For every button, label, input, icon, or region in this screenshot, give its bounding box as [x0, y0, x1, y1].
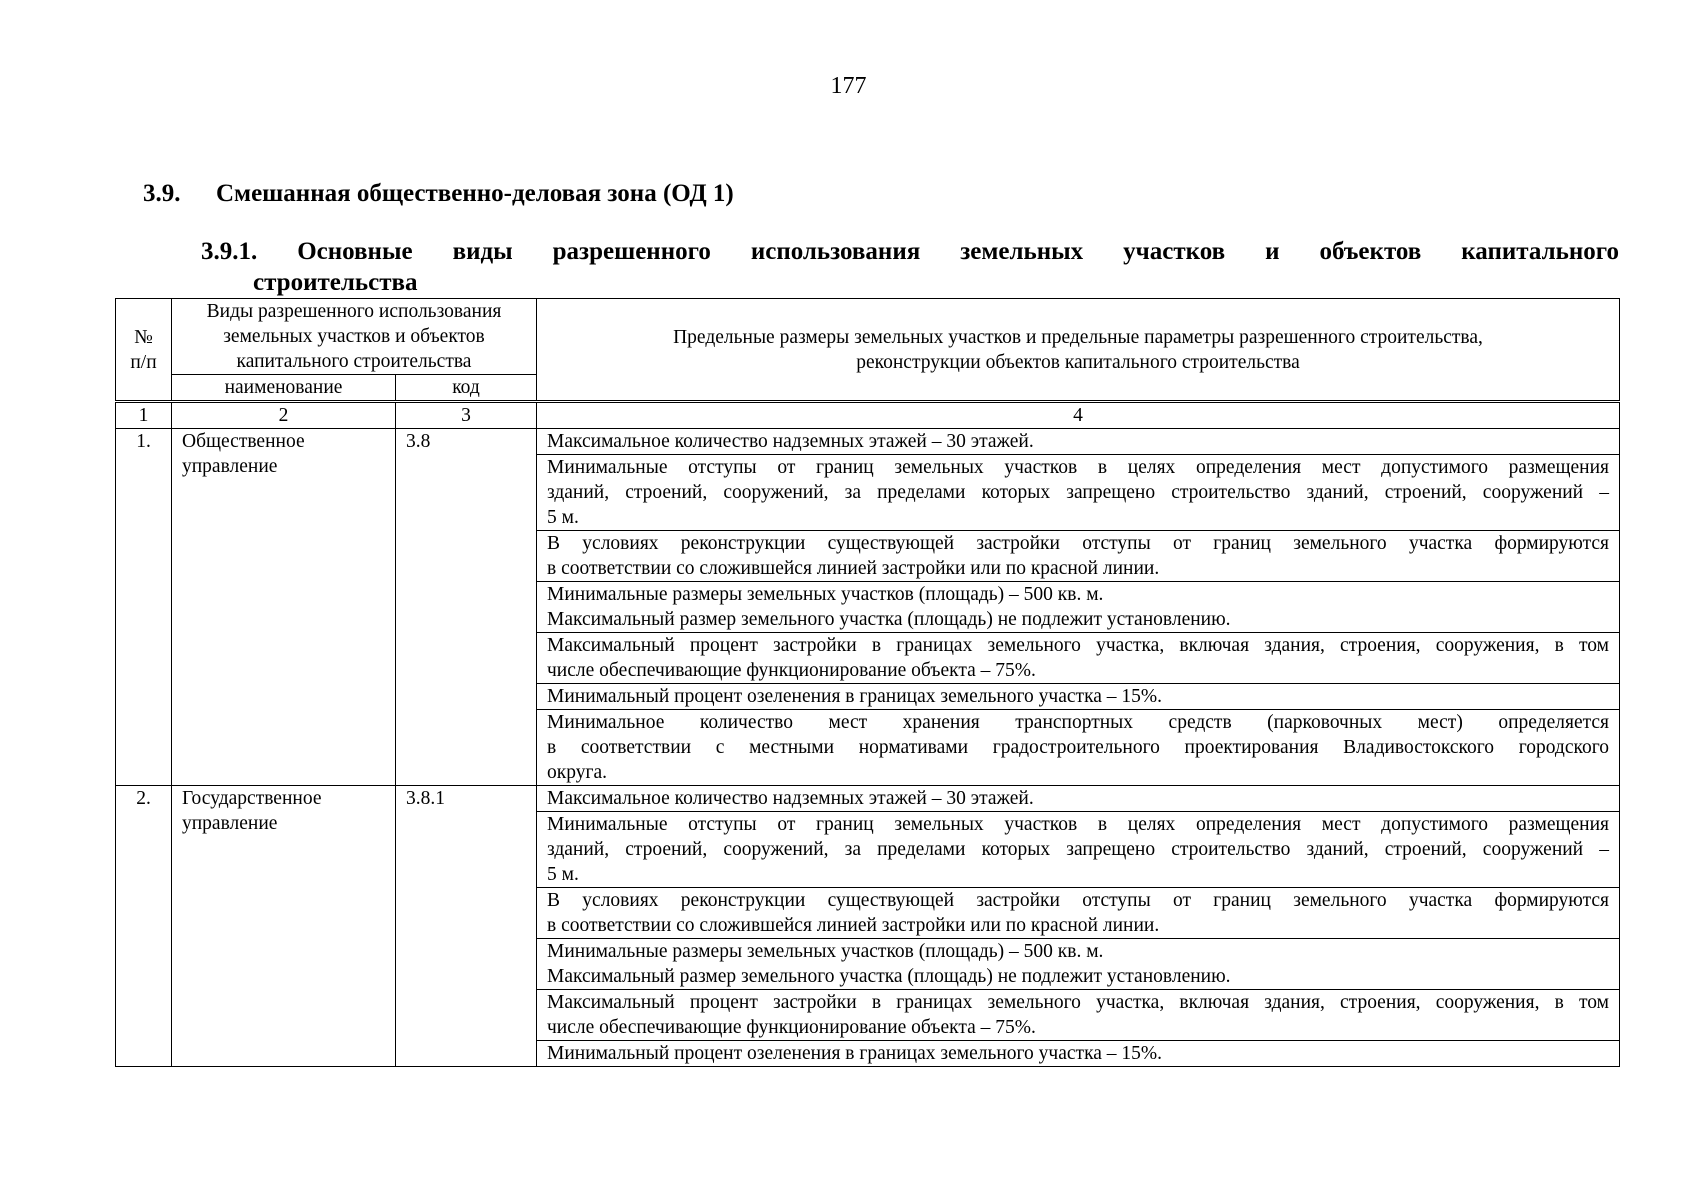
use-name: Государственное управление: [172, 786, 396, 1067]
subsection-heading: [201, 236, 1619, 298]
subsection-word: капитального: [1461, 238, 1619, 265]
header-code: код: [396, 375, 537, 402]
parameter-line: в соответствии со сложившейся линией застройки или по красной линии.: [547, 915, 1160, 936]
parameter-cell: [537, 939, 1620, 990]
parameter-line: Максимальный размер земельного участка (площадь) не подлежит установлению.: [547, 609, 1231, 630]
column-number: 1: [116, 402, 172, 429]
page-number: 177: [830, 73, 867, 99]
subsection-title-line2: строительства: [253, 269, 418, 296]
parameter-line: Минимальные размеры земельных участков (площадь) – 500 кв. м.: [547, 941, 1104, 962]
parameter-cell: [537, 786, 1620, 812]
section-heading: [143, 179, 734, 209]
parameter-line: Минимальный процент озеленения в границах земельного участка – 15%.: [547, 686, 1163, 707]
parameter-cell: [537, 531, 1620, 582]
parameter-line: в соответствии со сложившейся линией застройки или по красной линии.: [547, 558, 1160, 579]
parameter-cell: [537, 1041, 1620, 1067]
parameter-line: в соответствии с местными нормативами градостроительного проектирования Владивостокского городского: [547, 737, 1609, 758]
parameter-cell: [537, 429, 1620, 455]
subsection-word: земельных: [960, 238, 1084, 265]
row-number: 2.: [116, 786, 172, 1067]
subsection-word: разрешенного: [552, 238, 711, 265]
section-number: 3.9.: [143, 180, 181, 207]
section-title: Смешанная общественно-деловая зона (ОД 1): [216, 180, 734, 207]
header-name: наименование: [172, 375, 396, 402]
parameter-cell: [537, 812, 1620, 888]
use-name: Общественное управление: [172, 429, 396, 786]
header-row: [116, 299, 1620, 375]
subsection-word: объектов: [1319, 238, 1422, 265]
parameter-cell: [537, 710, 1620, 786]
subsection-word: Основные: [297, 238, 413, 265]
row-number: 1.: [116, 429, 172, 786]
parameter-cell: [537, 990, 1620, 1041]
subsection-word: и: [1265, 238, 1280, 265]
parameter-line: округа.: [547, 762, 607, 783]
parameter-cell: [537, 633, 1620, 684]
parameter-cell: [537, 684, 1620, 710]
parameter-line: Максимальный размер земельного участка (площадь) не подлежит установлению.: [547, 966, 1231, 987]
subsection-word: использования: [750, 238, 921, 265]
use-code: 3.8.1: [396, 786, 537, 1067]
parameter-line: В условиях реконструкции существующей застройки отступы от границ земельного участка формируются: [547, 533, 1609, 554]
parameter-cell: [537, 582, 1620, 633]
header-params: Предельные размеры земельных участков и предельные параметры разрешенного строительства, реконструкции объектов капитального строительства: [537, 299, 1620, 402]
subsection-word: виды: [452, 238, 513, 265]
parameter-line: Минимальные отступы от границ земельных участков в целях определения мест допустимого размещения: [547, 814, 1609, 835]
parameter-line: зданий, строений, сооружений, за пределами которых запрещено строительство зданий, строений, сооружений –: [547, 482, 1609, 503]
parameter-line: Минимальные отступы от границ земельных участков в целях определения мест допустимого размещения: [547, 457, 1609, 478]
parameter-line: числе обеспечивающие функционирование объекта – 75%.: [547, 1017, 1036, 1038]
parameter-line: Максимальное количество надземных этажей – 30 этажей.: [547, 788, 1034, 809]
table-row: [116, 429, 1620, 455]
parameter-line: зданий, строений, сооружений, за пределами которых запрещено строительство зданий, строений, сооружений –: [547, 839, 1609, 860]
column-number: 4: [537, 402, 1620, 429]
header-num: № п/п: [116, 299, 172, 402]
use-code: 3.8: [396, 429, 537, 786]
subsection-number: 3.9.1.: [201, 238, 258, 265]
parameter-line: 5 м.: [547, 864, 579, 885]
column-number: 2: [172, 402, 396, 429]
parameter-cell: [537, 888, 1620, 939]
regulations-table: [115, 298, 1620, 1067]
header-types: Виды разрешенного использования земельных участков и объектов капитального строительства: [172, 299, 537, 375]
parameter-line: Максимальный процент застройки в границах земельного участка, включая здания, строения, сооружения, в том: [547, 992, 1609, 1013]
table-row: [116, 786, 1620, 812]
parameter-line: числе обеспечивающие функционирование объекта – 75%.: [547, 660, 1036, 681]
parameter-line: Максимальное количество надземных этажей – 30 этажей.: [547, 431, 1034, 452]
subsection-title-line1: [201, 236, 1619, 267]
parameter-line: Минимальное количество мест хранения транспортных средств (парковочных мест) определяется: [547, 712, 1609, 733]
parameter-line: Максимальный процент застройки в границах земельного участка, включая здания, строения, сооружения, в том: [547, 635, 1609, 656]
subsection-word: участков: [1123, 238, 1226, 265]
parameter-line: Минимальный процент озеленения в границах земельного участка – 15%.: [547, 1043, 1163, 1064]
parameter-line: В условиях реконструкции существующей застройки отступы от границ земельного участка формируются: [547, 890, 1609, 911]
parameter-line: 5 м.: [547, 507, 579, 528]
column-number-row: [116, 402, 1620, 429]
parameter-cell: [537, 455, 1620, 531]
column-number: 3: [396, 402, 537, 429]
parameter-line: Минимальные размеры земельных участков (площадь) – 500 кв. м.: [547, 584, 1104, 605]
